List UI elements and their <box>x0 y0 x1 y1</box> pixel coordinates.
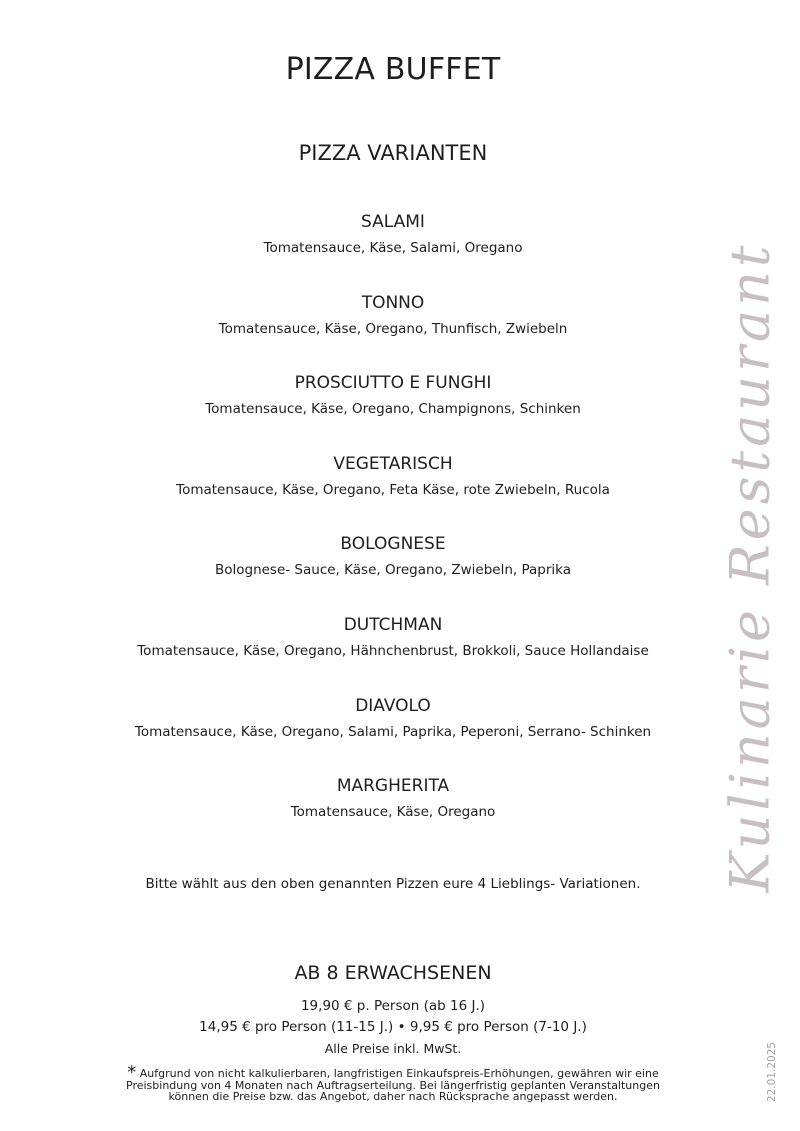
pizza-name: PROSCIUTTO E FUNGHI <box>294 373 492 394</box>
pizza-item <box>0 532 786 613</box>
pizza-item <box>0 210 786 291</box>
pizza-ingredients: Tomatensauce, Käse, Oregano, Champignons, Schinken <box>205 401 581 418</box>
pizza-item <box>0 774 786 855</box>
brand-logo-text: Kulinarie Restaurant <box>718 241 782 893</box>
footnote-asterisk: * <box>127 1062 137 1083</box>
pizza-name: MARGHERITA <box>336 776 450 797</box>
pizza-ingredients: Tomatensauce, Käse, Oregano, Hähnchenbrust, Brokkoli, Sauce Hollandaise <box>137 642 649 659</box>
pizza-name: SALAMI <box>361 212 425 232</box>
pizza-ingredients: Tomatensauce, Käse, Salami, Oregano <box>263 240 523 256</box>
pizza-ingredients: Bolognese- Sauce, Käse, Oregano, Zwiebeln, Paprika <box>214 562 572 579</box>
pricing-heading: AB 8 ERWACHSENEN <box>294 962 492 984</box>
section-title: PIZZA VARIANTEN <box>298 141 488 165</box>
pizza-ingredients: Tomatensauce, Käse, Oregano, Feta Käse, rote Zwiebeln, Rucola <box>176 481 610 498</box>
pizza-ingredients: Tomatensauce, Käse, Oregano, Thunfisch, Zwiebeln <box>218 320 568 337</box>
price-tax-note: Alle Preise inkl. MwSt. <box>324 1041 462 1056</box>
pizza-name: TONNO <box>361 292 425 313</box>
price-footnote <box>110 1062 676 1103</box>
pizza-item <box>0 371 786 452</box>
price-children: 14,95 € pro Person (11-15 J.) • 9,95 € pro Person (7-10 J.) <box>199 1019 587 1035</box>
pizza-item <box>0 694 786 775</box>
footnote-text: Aufgrund von nicht kalkulierbaren, langfristigen Einkaufspreis-Erhöhungen, gewähren wir eine Preisbindung von 4 Monaten nach Auftragserteilung. Bei längerfristig geplanten Veranstaltungen können die Preise bzw. das Angebot, daher nach Rücksprache angepasst werden. <box>126 1067 660 1103</box>
selection-hint: Bitte wählt aus den oben genannten Pizzen eure 4 Lieblings- Variationen. <box>145 876 641 892</box>
document-date-text: 22.01.2025 <box>766 1041 778 1103</box>
pizza-list <box>0 210 786 855</box>
pizza-name: DUTCHMAN <box>343 614 443 635</box>
pizza-ingredients: Tomatensauce, Käse, Oregano, Salami, Paprika, Peperoni, Serrano- Schinken <box>134 723 652 740</box>
pizza-item <box>0 613 786 694</box>
page-title: PIZZA BUFFET <box>285 52 501 87</box>
pizza-item <box>0 291 786 372</box>
pizza-name: BOLOGNESE <box>340 534 446 555</box>
pizza-name: VEGETARISCH <box>333 453 453 474</box>
pizza-item <box>0 452 786 533</box>
pizza-name: DIAVOLO <box>355 695 431 716</box>
price-adult: 19,90 € p. Person (ab 16 J.) <box>300 998 486 1014</box>
pizza-ingredients: Tomatensauce, Käse, Oregano <box>290 804 496 821</box>
